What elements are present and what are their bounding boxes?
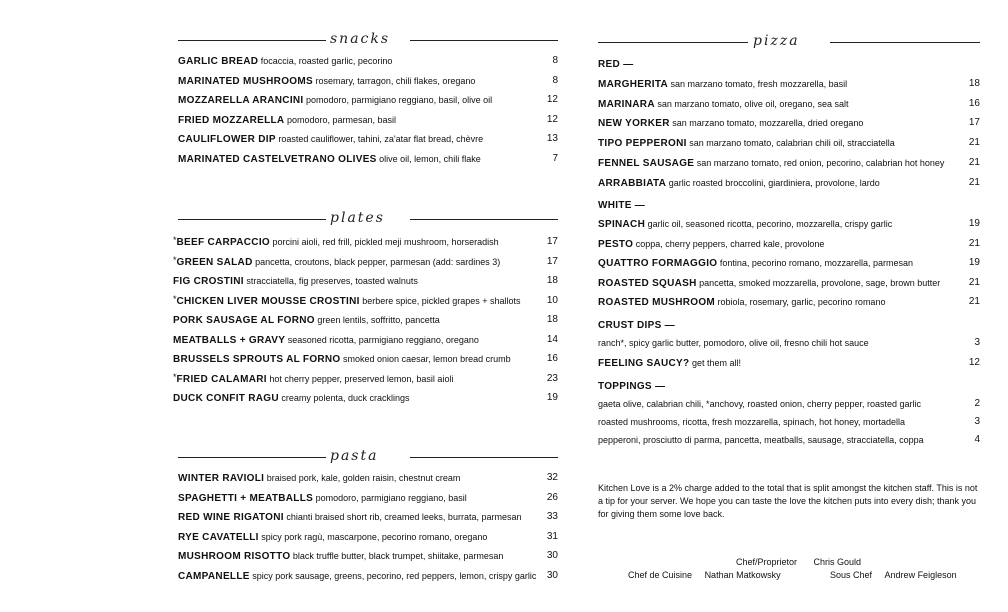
menu-item xyxy=(173,275,418,288)
menu-item xyxy=(598,117,863,130)
menu-item xyxy=(598,78,847,91)
menu-item xyxy=(173,373,453,386)
menu-item-price: 13 xyxy=(546,133,558,144)
menu-item-price: 19 xyxy=(968,218,980,229)
menu-item-desc: coppa, cherry peppers, charred kale, provolone xyxy=(635,238,825,249)
menu-item-price: 21 xyxy=(968,296,980,307)
menu-item-desc: roasted cauliflower, tahini, za'atar flat bread, chèvre xyxy=(278,134,484,144)
menu-item xyxy=(178,114,396,127)
menu-item-price: 19 xyxy=(968,257,980,268)
menu-item xyxy=(598,157,944,170)
menu-item-desc: black truffle butter, black trumpet, shiitake, parmesan xyxy=(292,551,504,561)
menu-item-name: PESTO xyxy=(598,238,634,250)
pizza-white-label: WHITE — xyxy=(598,200,646,211)
menu-item-desc: gaeta olive, calabrian chili, *anchovy, roasted onion, cherry pepper, roasted garlic xyxy=(598,399,922,409)
feeling-saucy-item xyxy=(598,357,741,370)
menu-item-price: 7 xyxy=(552,152,558,164)
divider xyxy=(830,42,980,43)
menu-item-name: WINTER RAVIOLI xyxy=(178,473,265,484)
menu-item xyxy=(598,98,848,111)
feeling-saucy-desc: get them all! xyxy=(691,358,741,368)
menu-item-price: 17 xyxy=(546,236,558,247)
menu-item-desc: pepperoni, prosciutto di parma, pancetta, meatballs, sausage, stracciatella, coppa xyxy=(598,435,924,445)
menu-item xyxy=(178,133,483,146)
menu-item xyxy=(173,314,440,327)
sous-chef xyxy=(830,570,957,580)
menu-item-price: 18 xyxy=(546,275,558,286)
menu-item-name: MOZZARELLA ARANCINI xyxy=(178,95,304,106)
menu-item-name: ROASTED MUSHROOM xyxy=(598,297,716,308)
menu-item-desc: focaccia, roasted garlic, pecorino xyxy=(260,56,393,66)
menu-item-name: MARINARA xyxy=(598,98,655,110)
menu-item-name: RED WINE RIGATONI xyxy=(178,512,284,523)
menu-item-desc: san marzano tomato, olive oil, oregano, sea salt xyxy=(657,98,849,109)
menu-item xyxy=(178,511,521,524)
menu-item-name: CHICKEN LIVER MOUSSE CROSTINI xyxy=(176,295,360,307)
menu-item-desc: robiola, rosemary, garlic, pecorino romano xyxy=(717,297,886,307)
menu-item-price: 26 xyxy=(546,491,558,503)
menu-item-name: RYE CAVATELLI xyxy=(178,531,259,543)
menu-item-name: SPINACH xyxy=(598,219,646,230)
menu-item xyxy=(173,334,479,347)
menu-item-price: 23 xyxy=(546,372,558,384)
menu-item-price: 21 xyxy=(968,276,980,288)
chef-de-cuisine-name: Nathan Matkowsky xyxy=(704,570,781,580)
menu-item-name: GARLIC BREAD xyxy=(178,56,259,67)
feeling-saucy-price: 12 xyxy=(968,357,980,368)
sous-chef-name: Andrew Feigleson xyxy=(884,570,957,580)
kitchen-love-note: Kitchen Love is a 2% charge added to the total that is split amongst the kitchen staff. This is not a tip for your server. We hope you can taste the love the kitchen puts into every dish; thank you for giving them some love back. xyxy=(598,483,978,519)
menu-item-desc: berbere spice, pickled grapes + shallots xyxy=(362,295,521,306)
menu-item xyxy=(178,492,467,505)
menu-item-price: 8 xyxy=(552,55,558,66)
menu-item-price: 30 xyxy=(546,550,558,561)
divider xyxy=(410,219,558,220)
menu-item-price: 31 xyxy=(546,530,558,542)
menu-item-desc: olive oil, lemon, chili flake xyxy=(379,153,481,164)
menu-item-name: QUATTRO FORMAGGIO xyxy=(598,258,718,269)
menu-item-desc: chianti braised short rib, creamed leeks, burrata, parmesan xyxy=(286,512,522,522)
menu-item-price: 33 xyxy=(546,511,558,522)
chef-de-cuisine xyxy=(628,570,781,580)
plates-header xyxy=(178,212,558,226)
divider xyxy=(178,457,326,458)
menu-item xyxy=(173,295,521,308)
menu-item-desc: pancetta, croutons, black pepper, parmesan (add: sardines 3) xyxy=(255,256,501,267)
menu-item-price: 12 xyxy=(546,94,558,105)
menu-item-price: 10 xyxy=(546,294,558,306)
menu-item xyxy=(178,75,475,88)
menu-item-name: FIG CROSTINI xyxy=(173,276,244,287)
menu-item-price: 2 xyxy=(974,398,980,409)
menu-item xyxy=(598,434,924,446)
menu-item-name: MUSHROOM RISOTTO xyxy=(178,551,291,562)
menu-item-name: CAULIFLOWER DIP xyxy=(178,134,276,145)
menu-item xyxy=(178,94,492,107)
menu-item xyxy=(178,472,460,485)
menu-item-name: CAMPANELLE xyxy=(178,570,250,582)
menu-item-price: 18 xyxy=(546,314,558,325)
raw-warning-asterisk: * xyxy=(173,235,177,245)
menu-item xyxy=(598,277,940,290)
divider xyxy=(178,219,326,220)
menu-item-desc: rosemary, tarragon, chili flakes, oregano xyxy=(315,75,476,86)
menu-item xyxy=(173,236,499,249)
menu-item-desc: roasted mushrooms, ricotta, fresh mozzarella, spinach, hot honey, mortadella xyxy=(598,417,905,427)
chef-proprietor xyxy=(736,557,861,567)
menu-item-desc: garlic oil, seasoned ricotta, pecorino, mozzarella, crispy garlic xyxy=(647,219,893,229)
menu-item-price: 16 xyxy=(968,97,980,109)
menu-item-desc: seasoned ricotta, parmigiano reggiano, oregano xyxy=(287,334,479,345)
menu-item xyxy=(598,296,885,309)
toppings-label: TOPPINGS — xyxy=(598,381,666,392)
menu-item xyxy=(598,398,921,410)
pizza-header xyxy=(598,35,980,49)
chef-proprietor-name: Chris Gould xyxy=(813,557,862,567)
menu-item-price: 21 xyxy=(968,176,980,188)
menu-item xyxy=(598,177,880,190)
menu-item-name: MARINATED MUSHROOMS xyxy=(178,75,313,87)
pasta-header xyxy=(178,450,558,464)
menu-item-name: ROASTED SQUASH xyxy=(598,277,697,289)
menu-item-price: 21 xyxy=(968,237,980,249)
snacks-header xyxy=(178,33,558,47)
menu-item-name: TIPO PEPPERONI xyxy=(598,138,687,150)
menu-item-name: MARGHERITA xyxy=(598,79,669,90)
menu-item-desc: san marzano tomato, red onion, pecorino, calabrian hot honey xyxy=(696,157,945,168)
menu-item-desc: san marzano tomato, calabrian chili oil, stracciatella xyxy=(689,138,895,149)
menu-item xyxy=(178,531,487,544)
raw-warning-asterisk: * xyxy=(173,254,177,265)
menu-item xyxy=(173,353,511,366)
menu-item-desc: hot cherry pepper, preserved lemon, basil aioli xyxy=(269,373,454,384)
menu-item-desc: pomodoro, parmesan, basil xyxy=(286,114,397,125)
pizza-title: pizza xyxy=(753,33,800,49)
pasta-title: pasta xyxy=(330,448,379,464)
menu-item xyxy=(598,137,895,150)
menu-item-price: 17 xyxy=(546,255,558,267)
menu-item xyxy=(178,550,503,563)
menu-item-price: 30 xyxy=(546,569,558,581)
chef-de-cuisine-label: Chef de Cuisine xyxy=(628,570,693,580)
raw-warning-asterisk: * xyxy=(173,371,177,382)
chef-proprietor-label: Chef/Proprietor xyxy=(736,557,798,567)
menu-item-price: 4 xyxy=(974,434,980,445)
menu-item-price: 21 xyxy=(968,137,980,149)
menu-item xyxy=(598,257,913,270)
menu-item-name: BRUSSELS SPROUTS AL FORNO xyxy=(173,354,341,365)
menu-item-desc: porcini aioli, red frill, pickled meji mushroom, horseradish xyxy=(272,237,499,247)
menu-item xyxy=(173,392,409,405)
menu-item xyxy=(598,238,824,251)
menu-item xyxy=(178,153,481,166)
menu-item-desc: braised pork, kale, golden raisin, chestnut cream xyxy=(266,473,461,483)
menu-item-desc: san marzano tomato, fresh mozzarella, basil xyxy=(670,79,848,89)
crust-dips-price: 3 xyxy=(974,337,980,348)
menu-item-name: FRIED MOZZARELLA xyxy=(178,114,285,126)
menu-item-desc: creamy polenta, duck cracklings xyxy=(281,393,410,403)
menu-item xyxy=(598,218,892,231)
menu-item-name: BEEF CARPACCIO xyxy=(176,237,270,248)
menu-item xyxy=(178,55,392,68)
feeling-saucy-name: FEELING SAUCY? xyxy=(598,358,690,369)
divider xyxy=(598,42,748,43)
menu-item-desc: garlic roasted broccolini, giardiniera, provolone, lardo xyxy=(668,177,880,188)
menu-item-price: 18 xyxy=(968,78,980,89)
menu-item-desc: pomodoro, parmigiano reggiano, basil xyxy=(315,492,467,503)
menu-item-price: 14 xyxy=(546,333,558,345)
menu-item-name: FENNEL SAUSAGE xyxy=(598,157,695,169)
menu-item-price: 16 xyxy=(546,353,558,364)
menu-item-name: GREEN SALAD xyxy=(176,256,253,268)
snacks-title: snacks xyxy=(330,31,391,47)
menu-item-price: 21 xyxy=(968,156,980,168)
menu-item-name: PORK SAUSAGE AL FORNO xyxy=(173,315,315,326)
menu-item xyxy=(598,416,905,428)
divider xyxy=(178,40,326,41)
crust-dips-text: ranch*, spicy garlic butter, pomodoro, olive oil, fresno chili hot sauce xyxy=(598,338,869,348)
menu-item-name: DUCK CONFIT RAGU xyxy=(173,393,279,404)
menu-item-name: MARINATED CASTELVETRANO OLIVES xyxy=(178,153,377,165)
menu-item-name: ARRABBIATA xyxy=(598,177,667,189)
menu-item-desc: san marzano tomato, mozzarella, dried oregano xyxy=(672,118,864,129)
menu-item xyxy=(178,570,536,583)
menu-item-desc: smoked onion caesar, lemon bread crumb xyxy=(343,354,511,364)
menu-item-price: 17 xyxy=(968,117,980,129)
menu-item-desc: pancetta, smoked mozzarella, provolone, sage, brown butter xyxy=(699,277,941,288)
menu-item-desc: spicy pork sausage, greens, pecorino, red peppers, lemon, crispy garlic xyxy=(252,570,537,581)
pizza-red-label: RED — xyxy=(598,59,634,70)
menu-item xyxy=(173,256,500,269)
menu-item-desc: fontina, pecorino romano, mozzarella, parmesan xyxy=(719,258,913,268)
menu-item-price: 8 xyxy=(552,74,558,86)
menu-item-name: FRIED CALAMARI xyxy=(176,373,267,385)
plates-title: plates xyxy=(330,210,385,226)
divider xyxy=(410,40,558,41)
menu-item-name: SPAGHETTI + MEATBALLS xyxy=(178,492,314,504)
sous-chef-label: Sous Chef xyxy=(830,570,873,580)
menu-item-name: MEATBALLS + GRAVY xyxy=(173,334,286,346)
divider xyxy=(410,457,558,458)
raw-warning-asterisk: * xyxy=(173,293,177,304)
menu-item-price: 19 xyxy=(546,392,558,403)
menu-item-desc: pomodoro, parmigiano reggiano, basil, olive oil xyxy=(306,95,493,105)
crust-dips-label: CRUST DIPS — xyxy=(598,320,675,331)
menu-item-price: 12 xyxy=(546,113,558,125)
menu-item-desc: green lentils, soffritto, pancetta xyxy=(317,315,440,325)
menu-item-desc: stracciatella, fig preserves, toasted walnuts xyxy=(246,276,418,286)
menu-item-name: NEW YORKER xyxy=(598,118,670,130)
menu-item-price: 3 xyxy=(974,416,980,427)
menu-item-price: 32 xyxy=(546,472,558,483)
menu-item-desc: spicy pork ragù, mascarpone, pecorino romano, oregano xyxy=(261,531,488,542)
